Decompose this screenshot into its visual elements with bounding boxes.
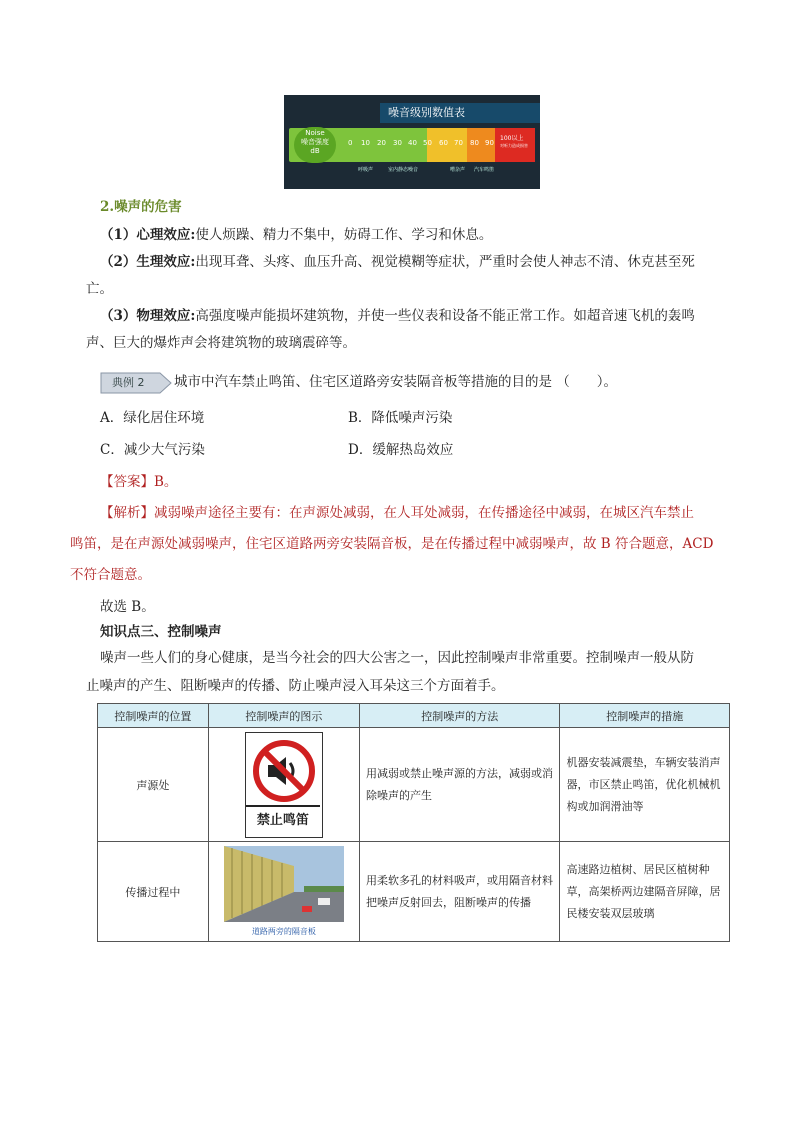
scale-tick: 0 [348, 139, 353, 147]
scale-tick: 30 [393, 139, 402, 147]
paragraph-physical [100, 306, 750, 326]
answer-value: B。 [154, 474, 178, 490]
scale-label-line1: Noise [305, 129, 325, 137]
paragraph-label: （2）生理效应: [100, 254, 196, 270]
answer-label: 【答案】 [100, 474, 154, 490]
measures-cell: 高速路边植树、居民区植树种草，高架桥两边建隔音屏障，居民楼安装双层玻璃 [560, 842, 730, 942]
scale-label-line3: dB [310, 147, 320, 155]
method-cell: 用减弱或禁止噪声源的方法，减弱或消除噪声的产生 [359, 728, 560, 842]
position-cell: 声源处 [98, 728, 209, 842]
conclusion: 故选 B。 [100, 599, 155, 615]
scale-caption: 室内静态噪音 [388, 167, 419, 173]
no-honking-sign [245, 732, 323, 838]
sound-barrier-image [224, 846, 344, 922]
scale-tick: 70 [454, 139, 463, 147]
section-heading-noise-control: 知识点三、控制噪声 [100, 624, 222, 640]
paragraph-psychological [100, 225, 740, 245]
banner-title: 噪音级别数值表 [380, 103, 540, 123]
scale-tick: 100以上 [500, 135, 524, 142]
analysis-text: 减弱噪声途径主要有：在声源处减弱，在人耳处减弱，在传播途径中减弱，在城区汽车禁止 [154, 505, 694, 521]
example-badge-label: 典例 2 [112, 376, 145, 389]
table-header-row [98, 704, 730, 728]
option-d: D．缓解热岛效应 [348, 442, 454, 458]
scale-tick: 10 [361, 139, 370, 147]
paragraph-text: 高强度噪声能损坏建筑物，并使一些仪表和设备不能正常工作。如超音速飞机的轰鸣 [195, 308, 695, 324]
position-cell: 传播过程中 [98, 842, 209, 942]
photo-caption: 道路两旁的隔音板 [251, 926, 316, 936]
table-header: 控制噪声的位置 [98, 704, 209, 728]
analysis-line1 [100, 503, 750, 523]
illustration-cell [208, 728, 359, 842]
scale-tick: 20 [377, 139, 386, 147]
analysis-label: 【解析】 [100, 505, 154, 521]
scale-caption: 汽车鸣笛 [474, 167, 495, 173]
scale-tick: 80 [470, 139, 479, 147]
option-b: B．降低噪声污染 [348, 410, 453, 426]
answer-line [100, 472, 177, 492]
option-c: C．减少大气污染 [100, 442, 205, 458]
intro-line1: 噪声一些人们的身心健康，是当今社会的四大公害之一，因此控制噪声非常重要。控制噪声一般从防 [100, 650, 694, 666]
scale-caption: 嘈杂声 [450, 167, 466, 173]
scale-label-line2: 噪音强度 [301, 138, 329, 146]
table-header: 控制噪声的方法 [359, 704, 560, 728]
analysis-line3: 不符合题意。 [70, 567, 151, 583]
noise-level-chart-image [284, 95, 540, 189]
intro-line2: 止噪声的产生、阻断噪声的传播、防止噪声浸入耳朵这三个方面着手。 [86, 678, 505, 694]
scale-caption: 呼吸声 [358, 167, 374, 173]
no-horn-icon [246, 735, 322, 807]
paragraph-physical-cont: 声、巨大的爆炸声会将建筑物的玻璃震碎等。 [86, 335, 356, 351]
table-header: 控制噪声的措施 [560, 704, 730, 728]
paragraph-text: 出现耳聋、头疼、血压升高、视觉模糊等症状，严重时会使人神志不清、休克甚至死 [195, 254, 695, 270]
scale-tick: 60 [439, 139, 448, 147]
example-question: 城市中汽车禁止鸣笛、住宅区道路旁安装隔音板等措施的目的是 （ ）。 [174, 374, 618, 390]
illustration-cell [208, 842, 359, 942]
table-row [98, 728, 730, 842]
paragraph-text: 使人烦躁、精力不集中，妨碍工作、学习和休息。 [195, 227, 493, 243]
sign-text: 禁止鸣笛 [246, 805, 320, 835]
paragraph-label: （3）物理效应: [100, 308, 196, 324]
scale-label-badge [294, 127, 336, 163]
noise-control-table [97, 703, 730, 942]
scale-tick-caption: 对听力造成损害 [500, 143, 528, 148]
scale-tick: 90 [485, 139, 494, 147]
table-row [98, 842, 730, 942]
table-header: 控制噪声的图示 [208, 704, 359, 728]
scale-tick: 50 [423, 139, 432, 147]
sound-barrier-photo [224, 846, 344, 938]
paragraph-physiological-cont: 亡。 [86, 281, 113, 297]
paragraph-physiological [100, 252, 740, 272]
section-heading-noise-hazards: 2.噪声的危害 [100, 199, 182, 215]
analysis-line2: 鸣笛，是在声源处减弱噪声，住宅区道路两旁安装隔音板，是在传播过程中减弱噪声，故 B 符合题意，ACD [70, 536, 714, 552]
paragraph-label: （1）心理效应: [100, 227, 196, 243]
option-a: A．绿化居住环境 [100, 410, 205, 426]
method-cell: 用柔软多孔的材料吸声，或用隔音材料把噪声反射回去，阻断噪声的传播 [359, 842, 560, 942]
scale-tick: 40 [408, 139, 417, 147]
measures-cell: 机器安装减震垫，车辆安装消声器，市区禁止鸣笛，优化机械机构或加润滑油等 [560, 728, 730, 842]
